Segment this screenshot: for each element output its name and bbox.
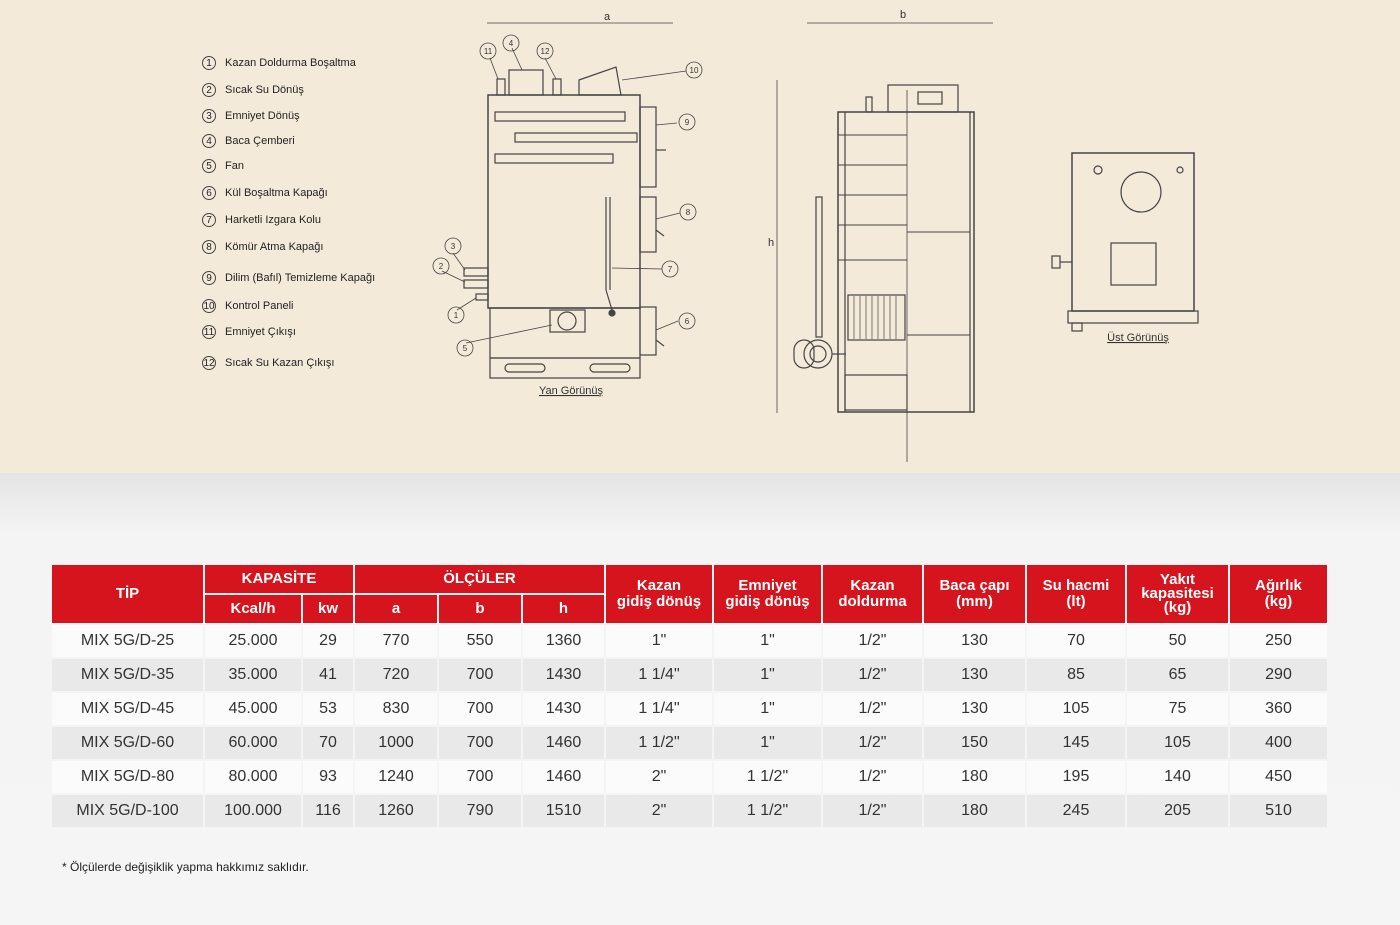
header-kw: kw	[303, 595, 353, 623]
table-cell: 65	[1127, 659, 1228, 691]
legend-number: 7	[202, 213, 216, 227]
header-a: a	[355, 595, 437, 623]
table-cell: 2"	[606, 761, 712, 793]
callout-6: 6	[684, 317, 690, 326]
table-cell: 1240	[355, 761, 437, 793]
table-cell: 29	[303, 625, 353, 657]
table-cell: 35.000	[205, 659, 301, 691]
header-line: Emniyet	[738, 577, 797, 594]
table-cell: 1"	[714, 727, 821, 759]
legend-label: Baca Çemberi	[225, 135, 295, 147]
legend-number: 10	[203, 300, 215, 312]
table-cell: 700	[439, 727, 521, 759]
legend-label: Kül Boşaltma Kapağı	[225, 187, 328, 199]
header-yakit-kapasitesi	[1127, 565, 1228, 623]
table-cell: 53	[303, 693, 353, 725]
legend-number: 12	[203, 357, 215, 369]
table-cell: MIX 5G/D-100	[52, 795, 203, 827]
table-cell: 770	[355, 625, 437, 657]
table-cell: 100.000	[205, 795, 301, 827]
table-cell: MIX 5G/D-60	[52, 727, 203, 759]
legend-number: 3	[202, 109, 216, 123]
header-line: Ağırlık	[1255, 577, 1302, 594]
top-view-label: Üst Görünüş	[1107, 332, 1169, 344]
legend-number: 11	[203, 326, 215, 338]
header-su-hacmi	[1027, 565, 1125, 623]
callout-9: 9	[684, 118, 690, 127]
table-cell: 1460	[523, 761, 604, 793]
table-cell: MIX 5G/D-45	[52, 693, 203, 725]
header-line: Baca çapı	[939, 577, 1010, 594]
table-cell: 1460	[523, 727, 604, 759]
footnote: * Ölçülerde değişiklik yapma hakkımız saklıdır.	[62, 860, 309, 874]
legend-number: 1	[202, 56, 216, 70]
table-cell: 360	[1230, 693, 1327, 725]
legend-label: Fan	[225, 160, 244, 172]
callout-10: 10	[689, 66, 699, 75]
legend-label: Harketli Izgara Kolu	[225, 214, 321, 226]
header-agirlik	[1230, 565, 1327, 623]
table-cell: 1"	[714, 659, 821, 691]
table-cell: 180	[924, 795, 1025, 827]
header-line: Kazan	[636, 577, 682, 594]
legend-number: 6	[202, 186, 216, 200]
callout-8: 8	[685, 208, 691, 217]
dimension-b-label: b	[900, 9, 907, 21]
legend-label: Dilim (Bafıl) Temizleme Kapağı	[225, 272, 376, 284]
callout-2: 2	[438, 262, 444, 271]
header-line: doldurma	[838, 593, 907, 610]
callout-1: 1	[453, 311, 459, 320]
header-baca-capi	[924, 565, 1025, 623]
table-cell: 1/2"	[823, 761, 922, 793]
table-cell: 205	[1127, 795, 1228, 827]
legend-label: Sıcak Su Dönüş	[225, 84, 304, 96]
table-cell: 1"	[714, 693, 821, 725]
header-h: h	[523, 595, 604, 623]
table-cell: 80.000	[205, 761, 301, 793]
table-cell: 116	[303, 795, 353, 827]
table-cell: 700	[439, 693, 521, 725]
table-cell: 180	[924, 761, 1025, 793]
table-cell: 1510	[523, 795, 604, 827]
table-cell: 450	[1230, 761, 1327, 793]
header-line: (kg)	[1264, 593, 1293, 610]
header-line: (kg)	[1163, 599, 1192, 616]
table-cell: 510	[1230, 795, 1327, 827]
legend-number: 4	[202, 134, 216, 148]
table-cell: 550	[439, 625, 521, 657]
table-cell: MIX 5G/D-80	[52, 761, 203, 793]
table-cell: 830	[355, 693, 437, 725]
table-cell: 195	[1027, 761, 1125, 793]
header-line: Su hacmi	[1042, 577, 1110, 594]
table-cell: 105	[1027, 693, 1125, 725]
table-cell: 50	[1127, 625, 1228, 657]
table-cell: 1000	[355, 727, 437, 759]
header-emniyet-gidis-donus	[714, 565, 821, 623]
table-cell: 1 1/2"	[714, 761, 821, 793]
table-cell: 45.000	[205, 693, 301, 725]
header-kazan-gidis-donus	[606, 565, 712, 623]
table-cell: 70	[1027, 625, 1125, 657]
table-cell: 1360	[523, 625, 604, 657]
side-view-label: Yan Görünüş	[538, 385, 604, 397]
dimension-h-label: h	[768, 237, 775, 249]
dimension-a-label: a	[604, 11, 611, 23]
table-row	[52, 693, 1327, 725]
table-cell: 1 1/2"	[606, 727, 712, 759]
callout-5: 5	[462, 344, 468, 353]
table-row	[52, 727, 1327, 759]
table-cell: 145	[1027, 727, 1125, 759]
table-row	[52, 795, 1327, 827]
table-cell: 1/2"	[823, 659, 922, 691]
callout-7: 7	[667, 265, 673, 274]
table-cell: 130	[924, 659, 1025, 691]
legend-label: Kömür Atma Kapağı	[225, 241, 324, 253]
legend-number: 5	[202, 159, 216, 173]
table-row	[52, 625, 1327, 657]
table-cell: 1260	[355, 795, 437, 827]
legend-label: Emniyet Çıkışı	[225, 326, 296, 338]
header-line: gidiş dönüş	[616, 593, 702, 610]
table-cell: 150	[924, 727, 1025, 759]
legend-label: Kazan Doldurma Boşaltma	[225, 57, 356, 69]
table-cell: MIX 5G/D-25	[52, 625, 203, 657]
legend-number: 2	[202, 83, 216, 97]
table-cell: 1"	[714, 625, 821, 657]
legend-label: Kontrol Paneli	[225, 300, 294, 312]
table-cell: 250	[1230, 625, 1327, 657]
table-cell: 105	[1127, 727, 1228, 759]
header-line: Kazan	[850, 577, 895, 594]
table-cell: 1430	[523, 659, 604, 691]
front-view	[768, 9, 993, 462]
table-cell: 75	[1127, 693, 1228, 725]
table-cell: 130	[924, 625, 1025, 657]
table-cell: 1 1/4"	[606, 693, 712, 725]
specification-table	[50, 563, 1329, 829]
table-cell: 1 1/2"	[714, 795, 821, 827]
table-cell: 93	[303, 761, 353, 793]
table-row	[52, 659, 1327, 691]
table-cell: 70	[303, 727, 353, 759]
table-cell: 245	[1027, 795, 1125, 827]
table-cell: 700	[439, 761, 521, 793]
table-cell: 290	[1230, 659, 1327, 691]
legend-number: 9	[202, 271, 216, 285]
callout-12: 12	[540, 47, 550, 56]
callout-3: 3	[450, 242, 456, 251]
table-cell: 700	[439, 659, 521, 691]
table-cell: 85	[1027, 659, 1125, 691]
header-line: kapasitesi	[1141, 585, 1214, 602]
table-cell: 1/2"	[823, 625, 922, 657]
table-cell: 790	[439, 795, 521, 827]
header-line: (mm)	[956, 593, 993, 610]
top-view	[1052, 153, 1198, 344]
table-cell: 1 1/4"	[606, 659, 712, 691]
callout-4: 4	[508, 39, 514, 48]
side-view	[433, 11, 702, 397]
table-cell: 720	[355, 659, 437, 691]
table-cell: 130	[924, 693, 1025, 725]
table-cell: 41	[303, 659, 353, 691]
legend-label: Sıcak Su Kazan Çıkışı	[225, 357, 335, 369]
table-body	[52, 625, 1327, 827]
header-tip: TİP	[52, 565, 203, 623]
table-cell: 1"	[606, 625, 712, 657]
table-cell: 1/2"	[823, 795, 922, 827]
header-kazan-doldurma	[823, 565, 922, 623]
legend-label: Emniyet Dönüş	[225, 110, 300, 122]
header-olculer: ÖLÇÜLER	[355, 565, 604, 593]
table-cell: 1430	[523, 693, 604, 725]
header-b: b	[439, 595, 521, 623]
header-line: Yakıt	[1159, 571, 1196, 588]
table-cell: 1/2"	[823, 727, 922, 759]
table-cell: 2"	[606, 795, 712, 827]
header-line: (lt)	[1066, 593, 1086, 610]
table-cell: 400	[1230, 727, 1327, 759]
callout-11: 11	[483, 47, 493, 56]
table-cell: 60.000	[205, 727, 301, 759]
table-cell: MIX 5G/D-35	[52, 659, 203, 691]
legend-number: 8	[202, 240, 216, 254]
table-cell: 25.000	[205, 625, 301, 657]
table-row	[52, 761, 1327, 793]
table-cell: 1/2"	[823, 693, 922, 725]
header-kcal: Kcal/h	[205, 595, 301, 623]
table-cell: 140	[1127, 761, 1228, 793]
header-kapasite: KAPASİTE	[205, 565, 353, 593]
header-line: gidiş dönüş	[725, 593, 810, 610]
